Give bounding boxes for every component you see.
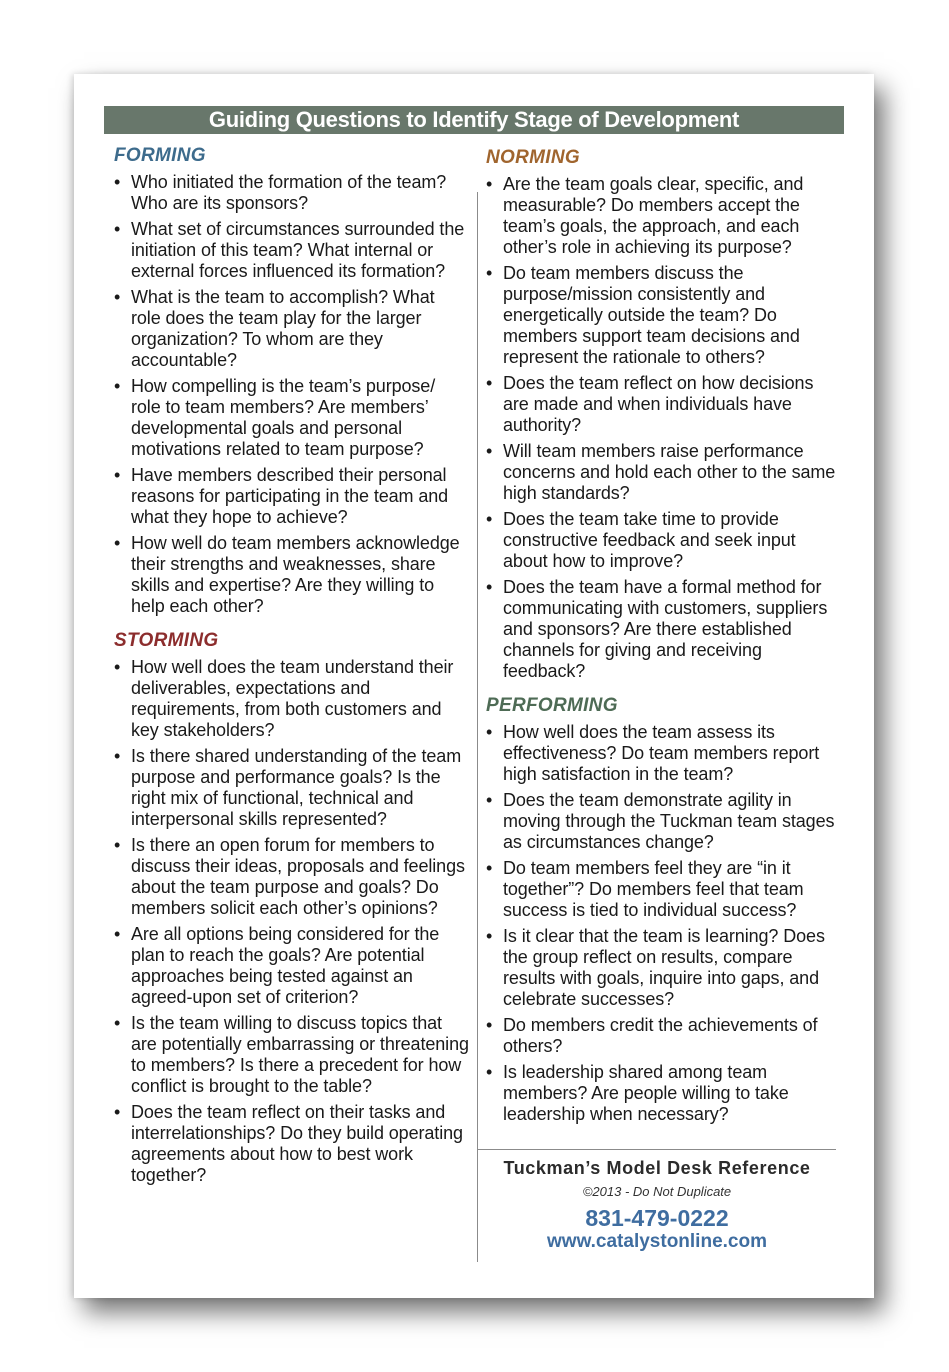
bullet-icon: •	[114, 924, 121, 944]
bullet-icon: •	[486, 790, 493, 810]
column-divider	[477, 192, 478, 1262]
forming-list	[114, 172, 469, 617]
bullet-icon: •	[486, 858, 493, 878]
bullet-icon: •	[486, 441, 493, 461]
bullet-icon: •	[114, 835, 121, 855]
question-text: What set of circumstances surrounded the initiation of this team? What internal or external forces influenced its formation?	[131, 219, 465, 281]
list-item	[486, 174, 841, 258]
copyright-notice: ©2013 - Do Not Duplicate	[582, 1184, 732, 1199]
question-text: Does the team reflect on how decisions are made and when individuals have authority?	[503, 373, 814, 435]
question-text: Does the team have a formal method for communicating with customers, suppliers and sponsors? Are there established channels for giving and receiving feedback?	[503, 577, 828, 681]
website-link[interactable]: www.catalystonline.com	[547, 1231, 767, 1252]
bullet-icon: •	[486, 577, 493, 597]
question-text: Are all options being considered for the plan to reach the goals? Are potential approaches being tested against an agreed-upon set of criterion?	[131, 924, 440, 1007]
list-item	[114, 746, 469, 830]
footer-reference-title: Tuckman’s Model Desk Reference	[503, 1158, 811, 1178]
bullet-icon: •	[486, 509, 493, 529]
list-item	[486, 1015, 841, 1057]
list-item	[114, 219, 469, 282]
list-item	[114, 1102, 469, 1186]
list-item	[486, 577, 841, 682]
bullet-icon: •	[486, 1015, 493, 1035]
question-text: Do team members feel they are “in it together”? Do members feel that team success is tied to individual success?	[503, 858, 804, 920]
list-item	[486, 858, 841, 921]
bullet-icon: •	[114, 1102, 121, 1122]
question-text: How well does the team assess its effectiveness? Do team members report high satisfaction in the team?	[503, 722, 820, 784]
question-text: Does the team reflect on their tasks and interrelationships? Do they build operating agreements about how to best work together?	[131, 1102, 463, 1185]
list-item	[486, 790, 841, 853]
bullet-icon: •	[114, 657, 121, 677]
bullet-icon: •	[114, 533, 121, 553]
question-text: Will team members raise performance concerns and hold each other to the same high standards?	[503, 441, 836, 503]
footer	[478, 1156, 836, 1253]
question-text: Does the team demonstrate agility in moving through the Tuckman team stages as circumstances change?	[503, 790, 835, 852]
question-text: Are the team goals clear, specific, and measurable? Do members accept the team’s goals, the approach, and each other’s role in achieving its purpose?	[503, 174, 804, 257]
norming-list	[486, 174, 841, 682]
bullet-icon: •	[486, 926, 493, 946]
bullet-icon: •	[114, 1013, 121, 1033]
question-text: Is there an open forum for members to discuss their ideas, proposals and feelings about the team purpose and goals? Do members solicit each other’s opinions?	[131, 835, 465, 918]
question-text: Does the team take time to provide constructive feedback and seek input about how to improve?	[503, 509, 796, 571]
bullet-icon: •	[114, 219, 121, 239]
bullet-icon: •	[114, 376, 121, 396]
desk-reference-card	[74, 74, 874, 1298]
question-text: How well does the team understand their deliverables, expectations and requirements, from both customers and key stakeholders?	[131, 657, 454, 740]
question-text: Do members credit the achievements of others?	[503, 1015, 818, 1056]
phone-number: 831-479-0222	[585, 1205, 729, 1231]
left-column	[114, 144, 469, 1198]
bullet-icon: •	[114, 172, 121, 192]
question-text: Is leadership shared among team members? Are people willing to take leadership when necessary?	[503, 1062, 789, 1124]
list-item	[114, 657, 469, 741]
list-item	[114, 924, 469, 1008]
list-item	[486, 441, 841, 504]
list-item	[486, 373, 841, 436]
question-text: What is the team to accomplish? What role does the team play for the larger organization? To whom are they accountable?	[131, 287, 435, 370]
question-text: Do team members discuss the purpose/mission consistently and energetically outside the team? Do members support team decisions and represent the rationale to others?	[503, 263, 800, 367]
footer-divider	[478, 1149, 836, 1150]
bullet-icon: •	[114, 746, 121, 766]
question-text: Is it clear that the team is learning? Does the group reflect on results, compare results with goals, inquire into gaps, and celebrate successes?	[503, 926, 825, 1009]
question-text: Is there shared understanding of the team purpose and performance goals? Is the right mix of functional, technical and interpersonal skills represented?	[131, 746, 462, 829]
bullet-icon: •	[114, 287, 121, 307]
list-item	[114, 465, 469, 528]
list-item	[486, 263, 841, 368]
question-text: Is the team willing to discuss topics that are potentially embarrassing or threatening to members? Is there a precedent for how conflict is brought to the table?	[131, 1013, 469, 1096]
bullet-icon: •	[114, 465, 121, 485]
forming-heading: FORMING	[114, 145, 206, 166]
question-text: How well do team members acknowledge their strengths and weaknesses, share skills and expertise? Are they willing to help each other?	[131, 533, 460, 616]
bullet-icon: •	[486, 373, 493, 393]
list-item	[114, 835, 469, 919]
list-item	[486, 1062, 841, 1125]
storming-list	[114, 657, 469, 1186]
bullet-icon: •	[486, 174, 493, 194]
question-text: Who initiated the formation of the team? Who are its sponsors?	[131, 172, 447, 213]
right-column	[486, 146, 841, 1137]
norming-heading: NORMING	[486, 147, 580, 168]
performing-list	[486, 722, 841, 1125]
list-item	[486, 926, 841, 1010]
bullet-icon: •	[486, 263, 493, 283]
question-text: Have members described their personal reasons for participating in the team and what they hope to achieve?	[131, 465, 449, 527]
question-text: How compelling is the team’s purpose/ role to team members? Are members’ developmental goals and personal motivations related to team purpose?	[131, 376, 436, 459]
list-item	[114, 1013, 469, 1097]
performing-heading: PERFORMING	[486, 695, 618, 716]
storming-heading: STORMING	[114, 630, 219, 651]
list-item	[114, 172, 469, 214]
page-title: Guiding Questions to Identify Stage of Development	[104, 106, 844, 134]
bullet-icon: •	[486, 1062, 493, 1082]
list-item	[114, 287, 469, 371]
list-item	[114, 533, 469, 617]
bullet-icon: •	[486, 722, 493, 742]
list-item	[486, 722, 841, 785]
list-item	[486, 509, 841, 572]
list-item	[114, 376, 469, 460]
